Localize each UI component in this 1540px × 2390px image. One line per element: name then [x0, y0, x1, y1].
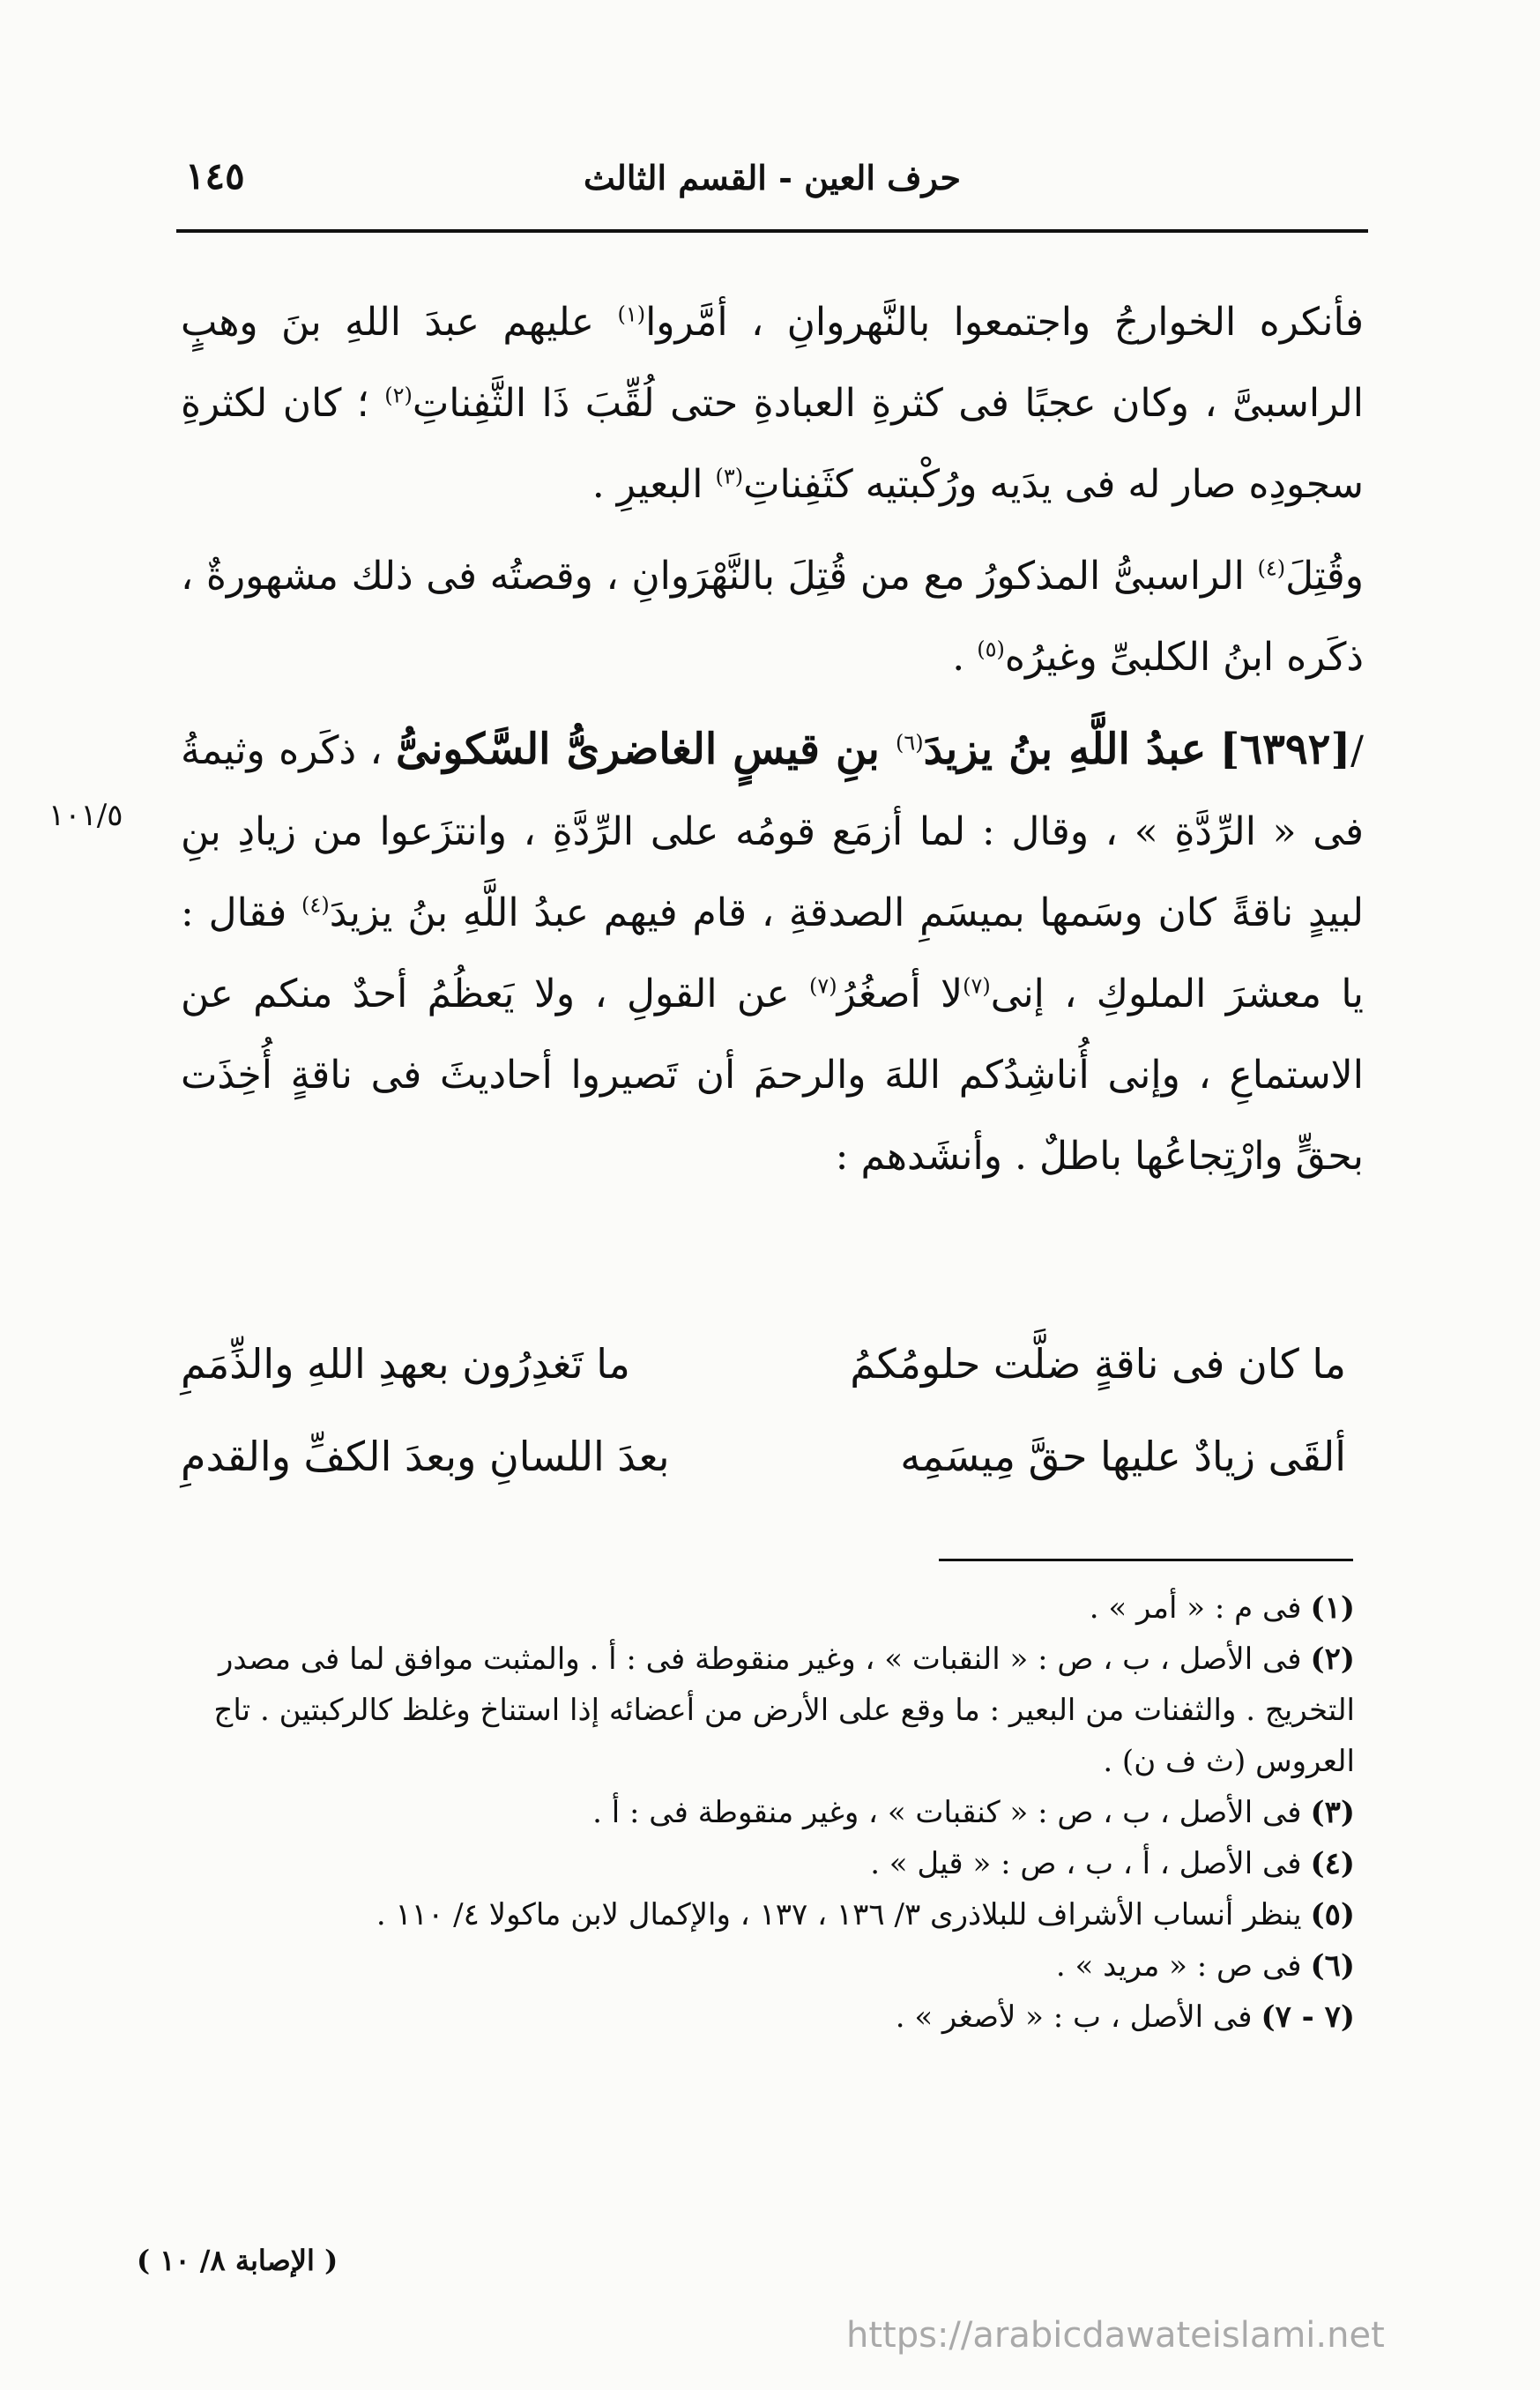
- text-run: البعيرِ .: [591, 462, 716, 507]
- poem-verse: [181, 1411, 1346, 1503]
- footnote-rule: [939, 1559, 1353, 1561]
- text-run: عليهم عبدَ اللهِ بنَ وهبٍ الراسبىَّ ، وكان عجبًا فى كثرةِ العبادةِ حتى لُقِّبَ ذَا الثَّفِناتِ: [181, 300, 1364, 426]
- text-run: /: [1350, 728, 1364, 773]
- page-number: ١٤٥: [185, 154, 245, 197]
- footnote-text: فى ص : « مريد » .: [1055, 1948, 1302, 1984]
- footnote: [181, 1634, 1355, 1787]
- footnote-number: (٧ - ٧): [1261, 1999, 1355, 2035]
- footnote-number: (٢): [1310, 1642, 1355, 1677]
- footnotes: [181, 1582, 1355, 2043]
- entry-name: عبدُ اللَّهِ بنُ يزيدَ: [923, 725, 1207, 774]
- hemistich-first: ألقَى زيادٌ عليها حقَّ مِيسَمِه: [900, 1433, 1346, 1480]
- text-run: لا أصغُرُ: [837, 972, 963, 1016]
- footnote-number: (٥): [1310, 1897, 1355, 1932]
- poem: [181, 1318, 1346, 1503]
- text-run: ، ذكَره وثيمةُ فى « الرِّدَّةِ » ، وقال : لما أزمَع قومُه على الرِّدَّةِ ، وانتزَعوا من زيادِ بنِ لبيدٍ ناقةً كان وسَمها بميسَمِ الصدقةِ ، قام فيهم عبدُ اللَّهِ بنُ يزيدَ: [181, 728, 1364, 935]
- text-run: .: [952, 635, 978, 680]
- footnote-number: (٤): [1310, 1846, 1355, 1881]
- footnote-ref: (٢): [384, 383, 413, 408]
- text-run: وقُتِلَ: [1285, 554, 1364, 599]
- entry-name-continued: بنِ قيسٍ الغاضرىُّ السَّكونىُّ: [396, 725, 896, 774]
- footnote-ref: (٥): [977, 637, 1005, 662]
- paragraph-1: [181, 282, 1364, 525]
- footnote-ref: (١): [617, 302, 646, 327]
- paragraph-2: [181, 536, 1364, 698]
- footnote-number: (٦): [1310, 1948, 1355, 1984]
- footnote: [181, 1787, 1355, 1838]
- footnote-text: ينظر أنساب الأشراف للبلاذرى ٣/ ١٣٦ ، ١٣٧ ، والإكمال لابن ماكولا ٤/ ١١٠ .: [376, 1897, 1302, 1932]
- main-text: [181, 282, 1364, 1197]
- text-run: ؛ كان لكثرةِ سجودِه صار له فى يدَيه ورُكْبتيه كثَفِناتِ: [181, 381, 1364, 507]
- footnote: [181, 1582, 1355, 1634]
- watermark-url: https://arabicdawateislami.net: [846, 2315, 1385, 2356]
- source-reference: ( الإصابة ٨/ ١٠ ): [137, 2244, 339, 2277]
- hemistich-second: بعدَ اللسانِ وبعدَ الكفِّ والقدمِ: [181, 1433, 670, 1480]
- text-run: فأنكره الخوارجُ واجتمعوا بالنَّهروانِ ، أمَّروا: [645, 300, 1364, 345]
- hemistich-second: ما تَغدِرُون بعهدِ اللهِ والذِّمَمِ: [181, 1340, 630, 1388]
- entry-number: [٦٣٩٢]: [1219, 725, 1351, 774]
- paragraph-3: [181, 709, 1364, 1197]
- header-rule: [176, 229, 1368, 233]
- footnote-text: فى الأصل ، ب : « لأصغر » .: [895, 1999, 1253, 2035]
- footnote-ref: (٤): [301, 892, 330, 918]
- footnote-text: فى م : « أمر » .: [1089, 1590, 1302, 1626]
- footnote-ref: (٧): [808, 973, 837, 999]
- footnote-text: فى الأصل ، ب ، ص : « النقبات » ، وغير منقوطة فى : أ . والمثبت موافق لما فى مصدر التخريج . والثفنات من البعير : ما وقع على الأرض من أعضائه إذا استناخ وغلظ كالركبتين . تاج العروس (ث ف ن) .: [213, 1642, 1355, 1779]
- footnote-number: (٣): [1310, 1795, 1355, 1830]
- margin-reference: ١٠١/٥: [48, 798, 123, 833]
- text-run: الراسبىُّ المذكورُ مع من قُتِلَ بالنَّهْرَوانِ ، وقصتُه فى ذلك مشهورةٌ ، ذكَره ابنُ الكلبىِّ وغيرُه: [181, 554, 1364, 680]
- text-run: فقال : يا معشرَ الملوكِ ، إنى: [181, 890, 1364, 1016]
- hemistich-first: ما كان فى ناقةٍ ضلَّت حلومُكمُ: [850, 1340, 1346, 1388]
- poem-verse: [181, 1318, 1346, 1411]
- footnote: [181, 1992, 1355, 2043]
- running-title: حرف العين - القسم الثالث: [583, 158, 962, 197]
- page-header: [176, 154, 1368, 220]
- footnote-ref: (٤): [1257, 555, 1286, 581]
- footnote-ref: (٦): [896, 730, 924, 756]
- footnote-number: (١): [1310, 1590, 1355, 1626]
- footnote-text: فى الأصل ، ب ، ص : « كنقبات » ، وغير منقوطة فى : أ .: [592, 1795, 1302, 1830]
- footnote-text: فى الأصل ، أ ، ب ، ص : « قيل » .: [870, 1846, 1302, 1881]
- footnote: [181, 1889, 1355, 1940]
- text-run: عن القولِ ، ولا يَعظُمُ أحدٌ منكم عن الاستماعِ ، وإنى أُناشِدُكم اللهَ والرحمَ أن تَصيروا أحاديثَ فى ناقةٍ أُخِذَت بحقٍّ وارْتِجاعُها باطلٌ . وأنشَدهم :: [181, 972, 1364, 1179]
- footnote-ref: (٣): [715, 464, 744, 489]
- footnote: [181, 1838, 1355, 1889]
- footnote: [181, 1940, 1355, 1992]
- footnote-ref: (٧): [963, 973, 991, 999]
